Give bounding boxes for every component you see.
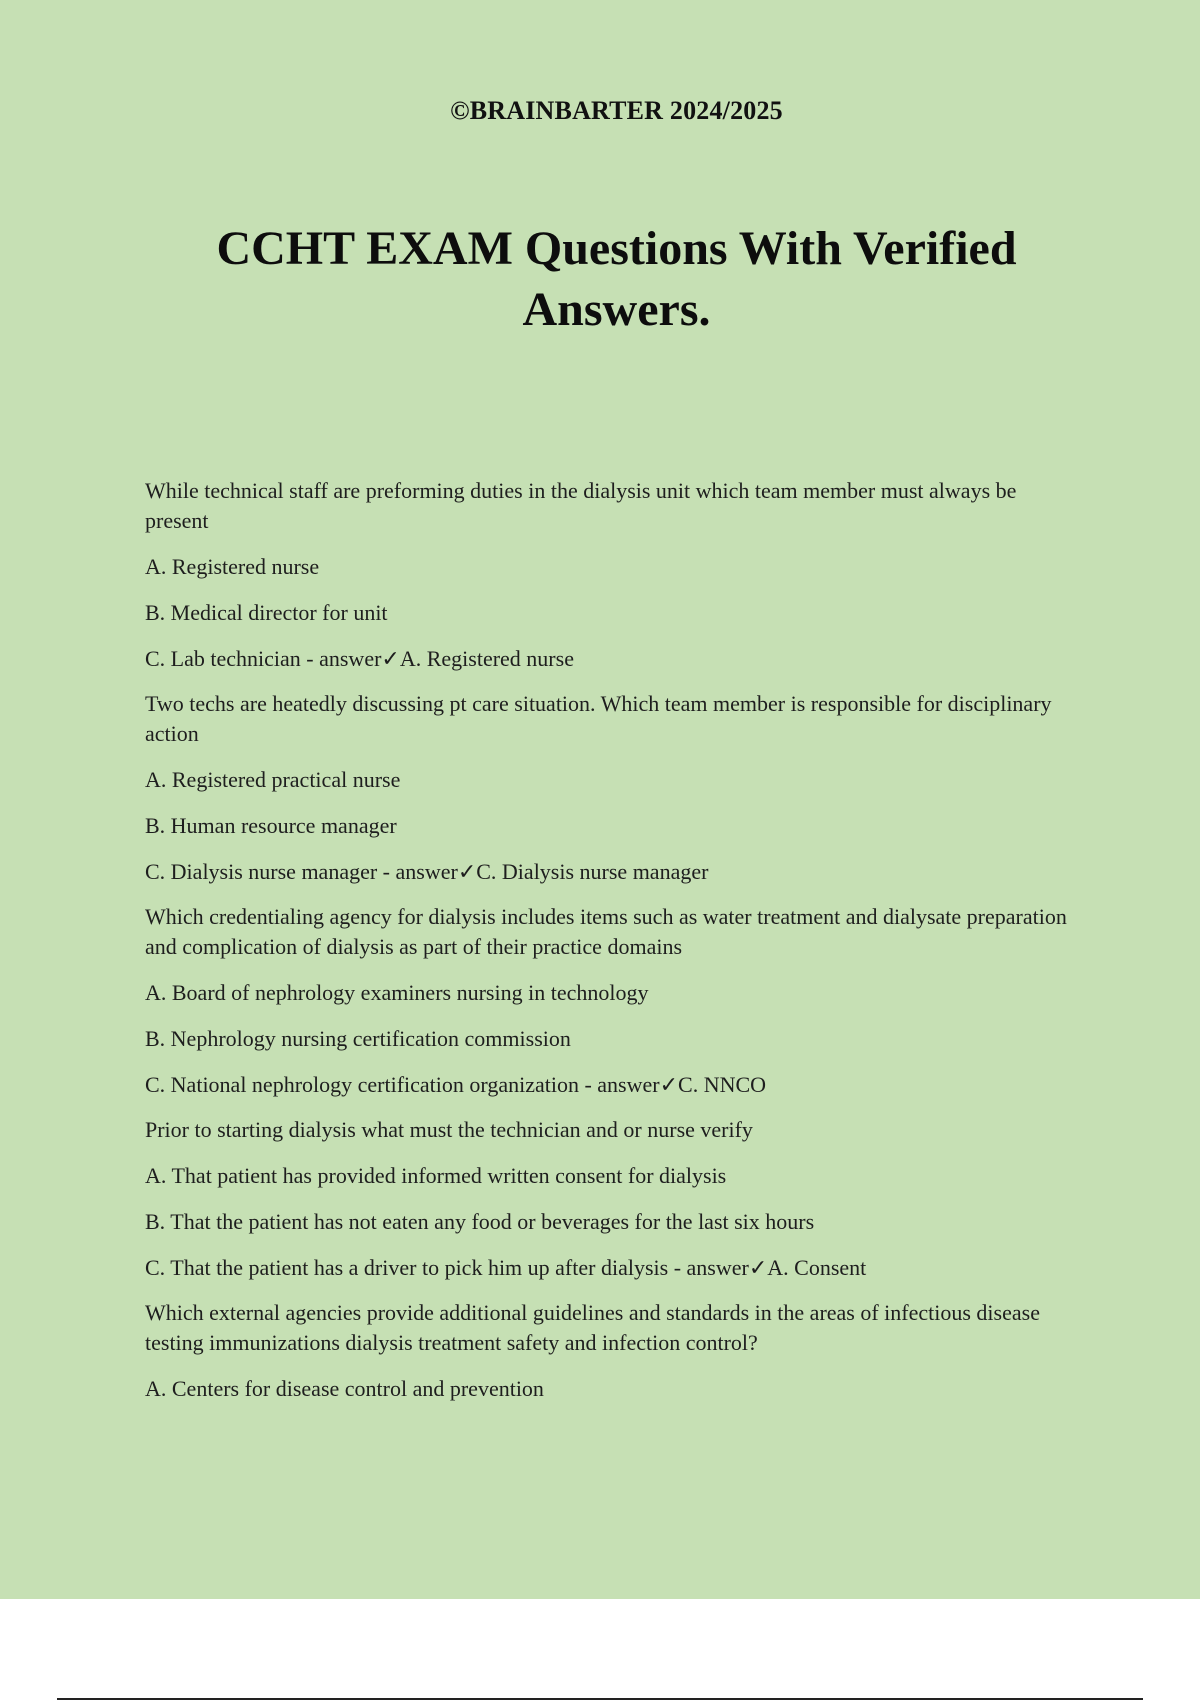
document-title [0, 218, 1200, 340]
question-text: Which credentialing agency for dialysis includes items such as water treatment and dialysate preparation and complication of dialysis as part of their practice domains [145, 904, 1067, 959]
check-icon: ✓ [457, 860, 477, 885]
copyright-header: ©BRAINBARTER 2024/2025 [450, 96, 783, 125]
option-a: A. Registered practical nurse [145, 767, 401, 792]
question-text: Which external agencies provide additional guidelines and standards in the areas of infectious disease testing immunizations dialysis treatment safety and infection control? [145, 1300, 1040, 1355]
option-c-with-answer [145, 644, 1085, 675]
option-a: A. Board of nephrology examiners nursing in technology [145, 980, 649, 1005]
answer: A. Consent [767, 1255, 867, 1280]
check-icon: ✓ [381, 647, 400, 672]
title-line-2: Answers. [522, 283, 711, 336]
title-line-1: CCHT EXAM Questions With Verified [216, 222, 1017, 275]
option-c: C. Lab technician - answer [145, 646, 382, 671]
option-c: C. National nephrology certification organization - answer [145, 1072, 660, 1097]
questions-list [145, 476, 1085, 1420]
question-text: Two techs are heatedly discussing pt care situation. Which team member is responsible for disciplinary action [145, 691, 1052, 746]
option-b: B. Medical director for unit [145, 600, 388, 625]
option-a: A. Centers for disease control and prevention [145, 1376, 544, 1401]
option-b: B. Human resource manager [145, 813, 397, 838]
option-c-with-answer [145, 857, 1085, 888]
check-icon: ✓ [659, 1073, 679, 1098]
option-c: C. Dialysis nurse manager - answer [145, 859, 458, 884]
answer: C. Dialysis nurse manager [476, 859, 709, 884]
option-c-with-answer [145, 1253, 1085, 1284]
question-text: While technical staff are preforming duties in the dialysis unit which team member must always be present [145, 478, 1017, 533]
option-c: C. That the patient has a driver to pick him up after dialysis - answer [145, 1255, 749, 1280]
answer: A. Registered nurse [399, 646, 574, 671]
option-b: B. That the patient has not eaten any food or beverages for the last six hours [145, 1209, 815, 1234]
check-icon: ✓ [748, 1256, 768, 1281]
question-text: Prior to starting dialysis what must the technician and or nurse verify [145, 1117, 753, 1142]
answer: C. NNCO [678, 1072, 767, 1097]
option-c-with-answer [145, 1070, 1085, 1101]
option-b: B. Nephrology nursing certification commission [145, 1026, 571, 1051]
option-a: A. Registered nurse [145, 554, 320, 579]
option-a: A. That patient has provided informed written consent for dialysis [145, 1163, 727, 1188]
